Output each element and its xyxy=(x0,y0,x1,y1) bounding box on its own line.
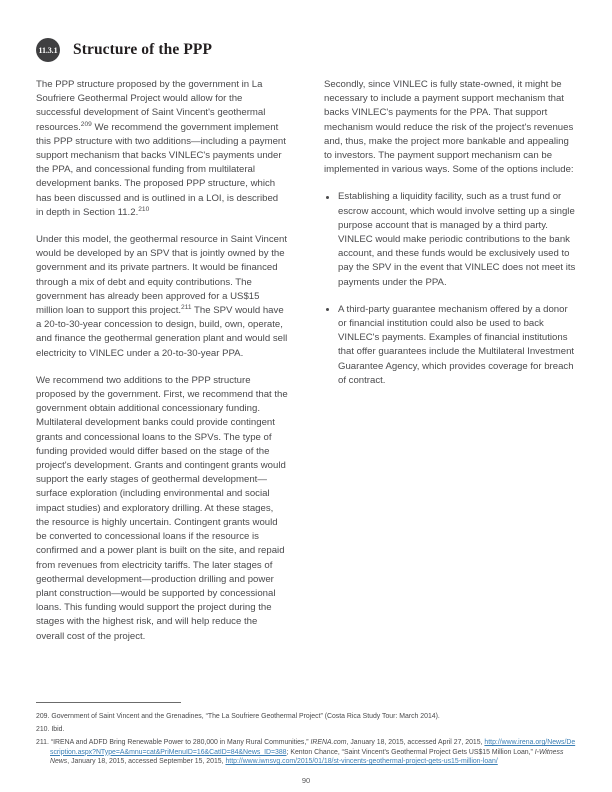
footnote-ref-210[interactable]: 210 xyxy=(138,205,150,213)
footnote-number: 210. xyxy=(36,725,50,733)
list-item-text: Establishing a liquidity facility, such as a trust fund or escrow account, which would involve setting up a single purpose account that is managed by a third party. VINLEC would make periodic contributions to the bank account, and these funds would be exclusively used to pay the SPV in the event that VINLEC does not meet its payments under the PPA. xyxy=(338,191,576,288)
paragraph-1-continued: We recommend the government implement this PPP structure with two additions—including a payment support mechanism that backs VINLEC's payments under the PPA, and concessional funding from multilateral development banks. The proposed PPP structure, which has been discussed and is outlined in a LOI, is described in depth in Section 11.2. xyxy=(36,121,286,218)
section-heading xyxy=(36,38,212,62)
section-number-badge: 11.3.1 xyxy=(36,38,60,62)
footnote-211 xyxy=(36,738,576,767)
bullet-dot-icon xyxy=(326,308,329,311)
page-title: Structure of the PPP xyxy=(73,41,213,58)
paragraph-1 xyxy=(36,78,288,220)
footnote-source-irena: IRENA.com xyxy=(310,738,347,746)
paragraph-2-continued: The SPV would have a 20-to-30-year concession to design, build, own, operate, and finance the geothermal generation plant and would sell electricity to VINLEC under a 20-to-30-year PPA. xyxy=(36,305,288,359)
paragraph-4: Secondly, since VINLEC is fully state-owned, it might be necessary to include a payment support mechanism that backs VINLEC's payments for the PPA. That support mechanism would reduce the risk of the project's revenues and, thus, make the project more bankable and appealing to investors. The payment support mechanism can be implemented in various ways. Some of the options include: xyxy=(324,79,574,176)
options-bullet-list xyxy=(324,190,576,388)
left-column xyxy=(36,78,288,644)
footnote-210 xyxy=(36,725,576,735)
paragraph-3: We recommend two additions to the PPP structure proposed by the government. First, we recommend that the government obtain additional concessionary funding. Multilateral development banks could provide contingent grants and concessional loans to the SPVs. The type of funding provided would differ based on the stage of the project's development. Grants and contingent grants would support the early stages of geothermal development—surface exploration (including environmental and social impact studies) and exploratory drilling. At these stages, the resource is highly uncertain. Contingent grants would be converted to concessional loans if the resource is confirmed and a power plant is built on the site, and repaid from revenues from electricity tariffs. The later stages of geothermal development—production drilling and power plant construction—would be supported by concessional loans. This funding would support the project during the stages with the highest risk, and will help reduce the overall cost of the project. xyxy=(36,374,288,642)
footnote-source-iwitness: I-Witness News xyxy=(50,748,564,766)
footnote-text-part-3: ; Kenton Chance, “Saint Vincent's Geothermal Project Gets US$15 Million Loan,” xyxy=(286,748,535,756)
footnote-divider xyxy=(36,702,181,703)
footnote-ref-209[interactable]: 209 xyxy=(80,120,92,128)
page-number: 90 xyxy=(301,776,311,785)
bullet-dot-icon xyxy=(326,196,329,199)
footnotes-section xyxy=(36,712,576,767)
footnote-text-part-1: “IRENA and ADFD Bring Renewable Power to 280,000 in Many Rural Communities,” xyxy=(50,738,311,746)
footnote-ref-211[interactable]: 211 xyxy=(181,303,192,311)
paragraph-2-text: Under this model, the geothermal resource in Saint Vincent would be developed by an SPV that is jointly owned by the government and its private partners. It would be financed through a mix of debt and equity contributions. The government has already been approved for a US$15 million loan to support this project. xyxy=(36,234,287,317)
paragraph-1-text: The PPP structure proposed by the government in La Soufriere Geothermal Project would allow for the successful development of Saint Vincent's geothermal resources. xyxy=(36,79,266,133)
footnote-209 xyxy=(36,712,576,722)
list-item xyxy=(324,190,576,289)
list-item-text: A third-party guarantee mechanism offered by a donor or financial institution could also be used to back VINLEC's payments. Examples of financial institutions that offer guarantees include the Multilateral Investment Guarantee Agency, which provides coverage for breach of contract. xyxy=(338,303,575,386)
footnote-number: 209. xyxy=(36,713,50,720)
right-column xyxy=(324,78,576,388)
footnote-text-part-4: , January 18, 2015, accessed September 15, 2015, xyxy=(67,758,226,766)
footnote-link-irena[interactable]: http://www.irena.org/News/Description.aspx?NType=A&mnu=cat&PriMenuID=16&CatID=84&News_ID=388 xyxy=(50,738,576,756)
footnote-number: 211. xyxy=(36,738,49,746)
footnote-text: Ibid. xyxy=(51,725,65,733)
paragraph-2 xyxy=(36,233,288,361)
list-item xyxy=(324,303,576,388)
footnote-link-iwnsvg[interactable]: http://www.iwnsvg.com/2015/01/18/st-vincents-geothermal-project-gets-us15-million-loan/ xyxy=(225,758,498,766)
footnote-text: Government of Saint Vincent and the Grenadines, “The La Soufriere Geothermal Project” (Costa Rica Study Tour: March 2014). xyxy=(51,713,440,720)
footnote-text-part-2: , January 18, 2015, accessed April 27, 2015, xyxy=(346,738,485,746)
